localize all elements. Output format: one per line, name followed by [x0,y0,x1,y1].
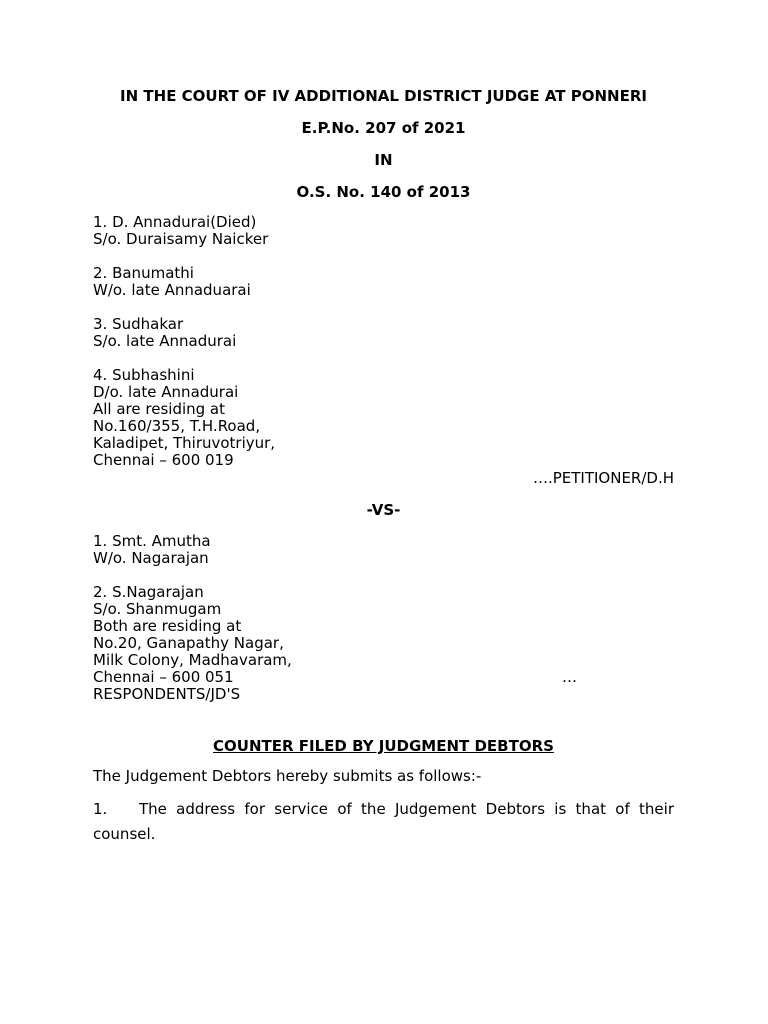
respondent-2 [93,584,674,703]
petitioner-address-line: Kaladipet, Thiruvotriyur, [93,434,276,452]
respondent-address-line: Both are residing at [93,617,242,635]
petitioner-relation: S/o. late Annadurai [93,332,237,350]
court-heading: IN THE COURT OF IV ADDITIONAL DISTRICT JUDGE AT PONNERI [120,87,647,105]
paragraph-number: 1. [93,800,108,818]
petitioner-name: 4. Subhashini [93,366,195,384]
petitioner-address-line: Chennai – 600 019 [93,451,234,469]
petitioner-address-line: All are residing at [93,400,225,418]
respondent-role-dots: … [562,668,577,686]
paragraph-text: The address for service of the Judgement Debtors is that of their counsel. [93,800,674,843]
petitioner-name: 1. D. Annadurai(Died) [93,213,257,231]
document-title: COUNTER FILED BY JUDGMENT DEBTORS [213,737,554,755]
versus-label: -VS- [366,501,401,519]
respondent-name: 2. S.Nagarajan [93,583,204,601]
in-label: IN [374,151,393,169]
ep-number: E.P.No. 207 of 2021 [301,119,466,137]
petitioner-relation: D/o. late Annadurai [93,383,239,401]
intro-text: The Judgement Debtors hereby submits as follows:- [93,767,482,785]
document-page [93,0,674,1024]
respondent-role: RESPONDENTS/JD'S [93,685,241,703]
petitioner-name: 2. Banumathi [93,264,194,282]
petitioner-name: 3. Sudhakar [93,315,184,333]
petitioner-4 [93,367,674,469]
respondent-1 [93,533,674,567]
petitioner-relation: W/o. late Annaduarai [93,281,251,299]
respondent-address-line: Chennai – 600 051 [93,668,234,686]
respondent-address-line: No.20, Ganapathy Nagar, [93,634,284,652]
respondent-relation: W/o. Nagarajan [93,549,209,567]
os-number: O.S. No. 140 of 2013 [296,183,471,201]
petitioner-3 [93,316,674,350]
paragraph-1 [93,797,674,847]
respondent-address-line: Milk Colony, Madhavaram, [93,651,292,669]
respondent-relation: S/o. Shanmugam [93,600,222,618]
petitioner-address-line: No.160/355, T.H.Road, [93,417,261,435]
respondent-name: 1. Smt. Amutha [93,532,211,550]
petitioner-relation: S/o. Duraisamy Naicker [93,230,269,248]
petitioner-1 [93,214,674,248]
petitioner-role: ….PETITIONER/D.H [532,469,674,487]
petitioner-2 [93,265,674,299]
